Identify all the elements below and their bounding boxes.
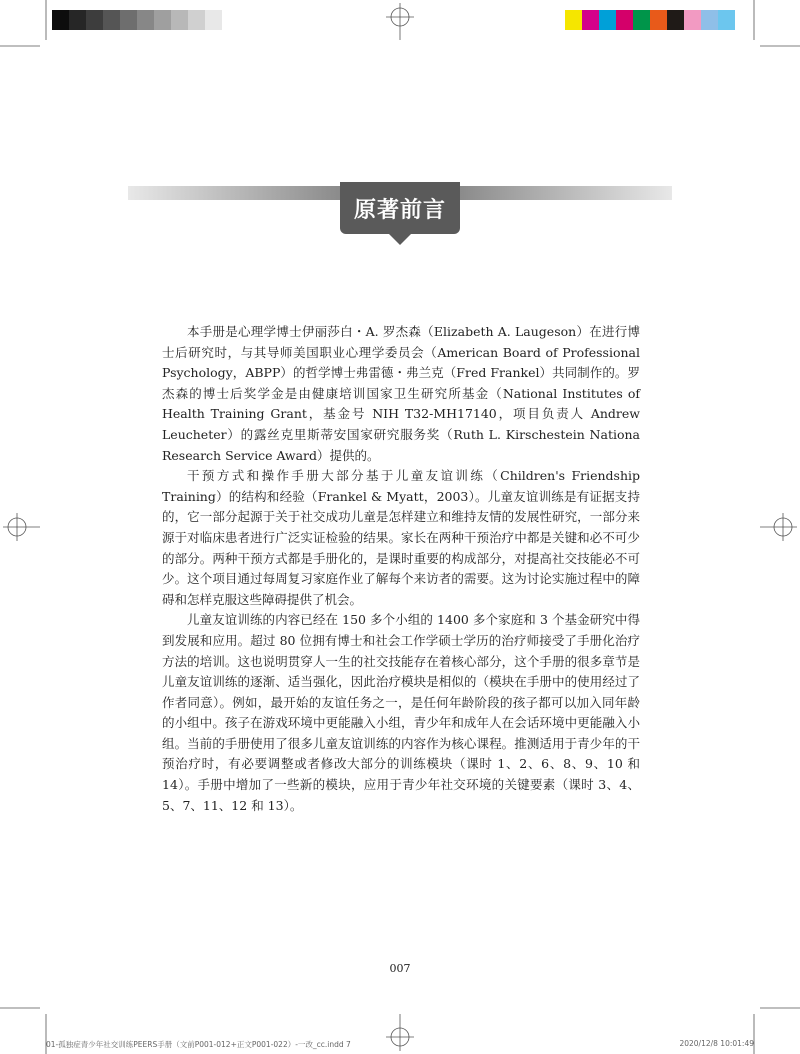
- registration-mark-left: [3, 513, 40, 541]
- footer-file-info: 01-孤独症青少年社交训练PEERS手册（文前P001-012+正文P001-022）-一改_cc.indd 7: [46, 1040, 351, 1049]
- title-notch: [389, 234, 411, 245]
- page-title: 原著前言: [340, 182, 460, 234]
- page-number: 007: [389, 962, 411, 975]
- registration-mark-top: [386, 3, 414, 40]
- footer-timestamp: 2020/12/8 10:01:49: [679, 1039, 754, 1048]
- title-band-left: [128, 186, 342, 200]
- paragraph-1: 本手册是心理学博士伊丽莎白・A. 罗杰森（Elizabeth A. Laugeson）在进行博士后研究时，与其导师美国职业心理学委员会（American Board of Professional Psychology，ABPP）的哲学博士弗雷德・弗兰克（Fred Frankel）共同制作的。罗杰森的博士后奖学金是由健康培训国家卫生研究所基金（National Institutes of Health Training Grant，基金号 NIH T32-MH17140，项目负责人 Andrew Leucheter）的露丝克里斯蒂安国家研究服务奖（Ruth L. Kirschestein Nationa Research Service Award）提供的。: [162, 324, 640, 463]
- body-text: [162, 322, 640, 816]
- registration-mark-bottom: [386, 1014, 414, 1051]
- paragraph-2: 干预方式和操作手册大部分基于儿童友谊训练（Children's Friendship Training）的结构和经验（Frankel & Myatt，2003）。儿童友谊训练是有证据支持的，它一部分起源于关于社交成功儿童是怎样建立和维持友情的发展性研究，一部分来源于对临床患者进行广泛实证检验的结果。家长在两种干预治疗中都是关键和必不可少的部分。两种干预方式都是手册化的，是课时重要的构成部分，对提高社交技能必不可少。这个项目通过每周复习家庭作业了解每个来访者的需要。这为讨论实施过程中的障碍和怎样克服这些障碍提供了机会。: [162, 468, 640, 607]
- title-band-right: [458, 186, 672, 200]
- paragraph-3: 儿童友谊训练的内容已经在 150 多个小组的 1400 多个家庭和 3 个基金研究中得到发展和应用。超过 80 位拥有博士和社会工作学硕士学历的治疗师接受了手册化治疗方法的培训。这也说明贯穿人一生的社交技能存在着核心部分，这个手册的很多章节是儿童友谊训练的逐渐、适当强化，因此治疗模块是相似的（模块在手册中的使用经过了作者同意）。例如，最开始的友谊任务之一，是任何年龄阶段的孩子都可以加入同年龄的小组中。孩子在游戏环境中更能融入小组，青少年和成年人在会话环境中更能融入小组。当前的手册使用了很多儿童友谊训练的内容作为核心课程。推测适用于青少年的干预治疗时，有必要调整或者修改大部分的训练模块（课时 1、2、6、8、9、10 和 14）。手册中增加了一些新的模块，应用于青少年社交环境的关键要素（课时 3、4、5、7、11、12 和 13）。: [162, 612, 640, 813]
- registration-mark-right: [760, 513, 797, 541]
